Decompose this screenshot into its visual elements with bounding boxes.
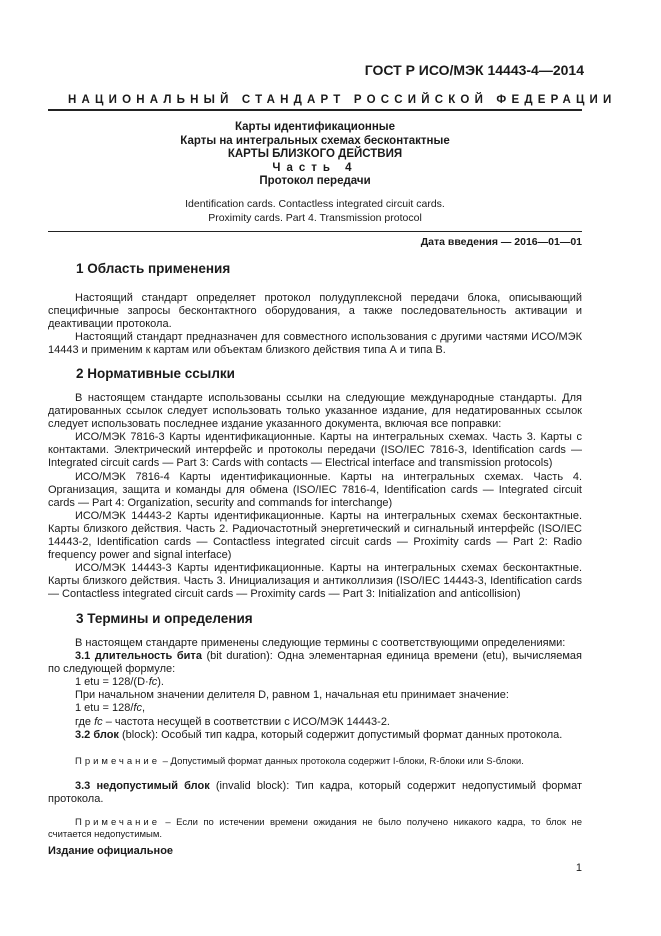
reference-iso-7816-3: ИСО/МЭК 7816-3 Карты идентификационные. Карты на интегральных схемах. Часть 3. Карты с контактами. Электрический интерфейс и протоколы передачи (ISO/IEC 7816-3, Identification cards — Integrated circuit cards — Part 3: Cards with contacts — Electrical interface and transmission protocols)	[48, 431, 582, 470]
formula-1	[48, 676, 582, 689]
term-3-3-definition: (invalid block): Тип кадра, который содержит недопустимый формат протокола.	[48, 780, 582, 806]
title-line-1: Карты идентификационные	[234, 121, 396, 133]
section-1-body	[48, 292, 582, 357]
note-1-label: Примечание	[75, 756, 160, 767]
formula-2-part-a: 1 etu = 128/	[75, 702, 134, 715]
section-1-paragraph-2: Настоящий стандарт предназначен для совместного использования с другими частями ИСО/МЭК 14443 и применим к картам или объектам близкого действия типа А и типа В.	[48, 331, 582, 357]
where-word: где	[75, 715, 95, 728]
reference-iso-14443-2: ИСО/МЭК 14443-2 Карты идентификационные. Карты на интегральных схемах бесконтактные. Карты близкого действия. Часть 2. Радиочастотный энергетический и сигнальный интерфейс (ISO/IEC 14443-2, Identification cards — Contactless integrated circuit cards — Proximity cards — Part 2: Radio frequency power and signal interface)	[48, 509, 582, 562]
note-2-text: – Если по истечении времени ожидания не было получено никакого кадра, то блок не считается недопустимым.	[48, 817, 582, 840]
page-number: 1	[575, 862, 582, 874]
note-2-label: Примечание	[75, 817, 160, 828]
title-block	[48, 121, 582, 189]
document-code: ГОСТ Р ИСО/МЭК 14443-4—2014	[364, 62, 584, 78]
section-2-paragraph-1: В настоящем стандарте использованы ссылки на следующие международные стандарты. Для датированных ссылок следует использовать только указанное издание, для недатированных ссылок следует использовать последнее издание указанного документа, включая все поправки:	[48, 392, 582, 431]
where-clause	[48, 716, 582, 729]
formula-2-part-c: ,	[141, 702, 146, 715]
formula-2	[48, 702, 582, 715]
formula-2-fc: fc	[133, 702, 142, 715]
term-3-2-name: 3.2 блок	[75, 728, 119, 741]
section-3-intro: В настоящем стандарте применены следующие термины с соответствующими определениями:	[75, 637, 566, 649]
note-1	[48, 756, 582, 768]
title-line-2: Карты на интегральных схемах бесконтактные	[180, 134, 450, 147]
reference-iso-7816-4: ИСО/МЭК 7816-4 Карты идентификационные. Карты на интегральных схемах. Часть 4. Организация, защита и команды для обмена (ISO/IEC 7816-4, Identification cards — Integrated circuit cards — Part 4: Organization, security and commands for interchange)	[48, 470, 582, 509]
note-1-text: – Допустимый формат данных протокола содержит I-блоки, R-блоки или S-блоки.	[160, 756, 524, 767]
introduction-date: Дата введения — 2016—01—01	[420, 236, 582, 248]
english-title-line-1: Identification cards. Contactless integrated circuit cards.	[185, 198, 445, 210]
note-2	[48, 817, 582, 841]
term-3-1-definition: (bit duration): Одна элементарная единица времени (etu), вычисляемая по следующей формуле:	[48, 650, 582, 676]
title-part: Часть 4	[272, 161, 358, 174]
term-3-2-definition: (block): Особый тип кадра, который содержит допустимый формат данных протокола.	[118, 728, 563, 741]
date-rule	[48, 231, 582, 232]
top-rule	[48, 109, 582, 111]
term-3-3	[48, 780, 582, 806]
section-2-heading: 2 Нормативные ссылки	[76, 366, 235, 381]
national-standard-banner: НАЦИОНАЛЬНЫЙ СТАНДАРТ РОССИЙСКОЙ ФЕДЕРАЦИИ	[68, 94, 617, 106]
section-3-heading: 3 Термины и определения	[76, 611, 253, 626]
section-1-paragraph-1: Настоящий стандарт определяет протокол полудуплексной передачи блока, описывающий специфичные запросы бесконтактного оборудования, а также последовательность активации и деактивации протокола.	[48, 292, 582, 331]
reference-iso-14443-3: ИСО/МЭК 14443-3 Карты идентификационные. Карты на интегральных схемах бесконтактные. Карты близкого действия. Часть 3. Инициализация и антиколлизия (ISO/IEC 14443-3, Identification cards — Contactless integrated circuit cards — Proximity cards — Part 3: Initialization and anticollision)	[48, 562, 582, 601]
term-3-1	[48, 650, 582, 676]
formula-1-part-c: ).	[157, 676, 164, 689]
term-3-1-name: 3.1 длительность бита	[75, 650, 202, 663]
formula-1-part-a: 1 etu = 128/(D·	[75, 676, 149, 689]
section-1-heading: 1 Область применения	[76, 261, 231, 276]
where-explanation: – частота несущей в соответствии с ИСО/МЭК 14443-2.	[102, 715, 390, 728]
formula-1-fc: fc	[148, 676, 158, 689]
where-fc: fc	[94, 715, 103, 728]
english-title-line-2: Proximity cards. Part 4. Transmission protocol	[208, 211, 422, 224]
divisor-paragraph: При начальном значении делителя D, равном 1, начальная etu принимает значение:	[75, 689, 509, 702]
term-3-2	[48, 729, 582, 742]
term-3-3-name: 3.3 недопустимый блок	[75, 780, 210, 792]
title-line-3: КАРТЫ БЛИЗКОГО ДЕЙСТВИЯ	[227, 148, 403, 160]
official-edition-label: Издание официальное	[48, 845, 174, 857]
english-title	[48, 198, 582, 225]
section-3-body	[48, 637, 582, 742]
term-3-3-block	[48, 780, 582, 806]
title-line-5: Протокол передачи	[259, 175, 371, 187]
section-2-body	[48, 392, 582, 602]
